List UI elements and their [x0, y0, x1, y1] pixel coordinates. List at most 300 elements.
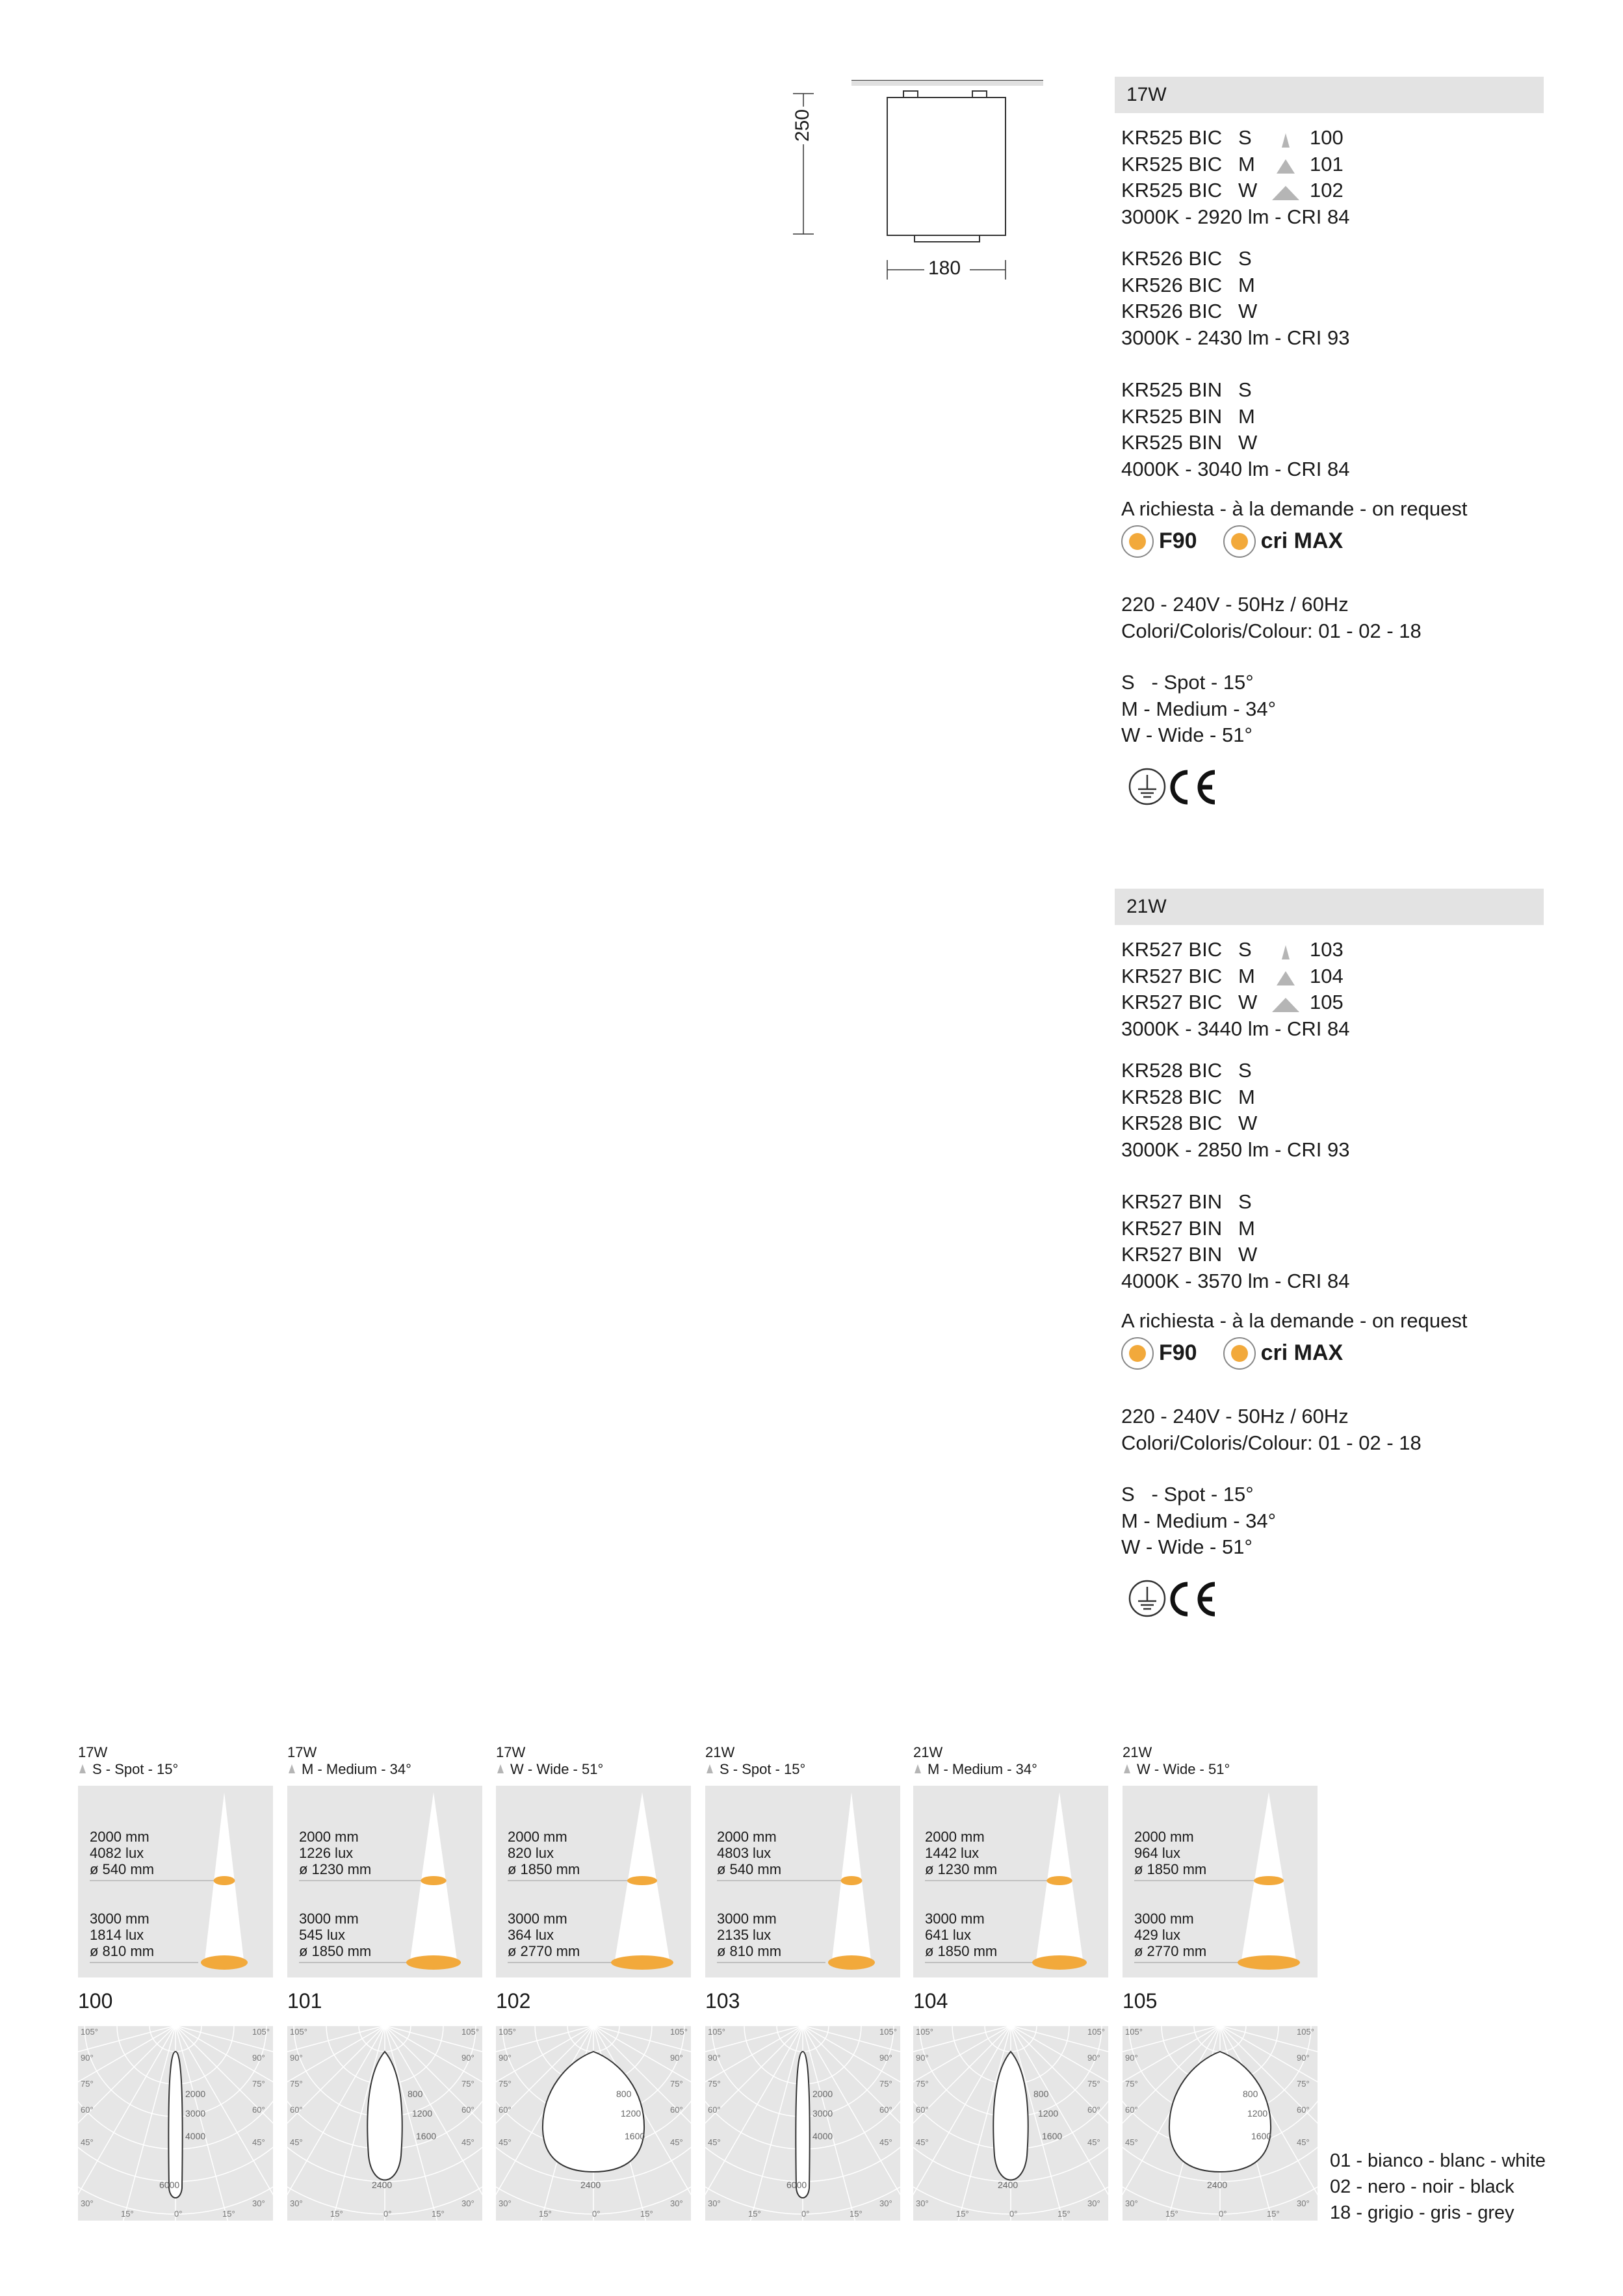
beam-option: S — [1238, 247, 1252, 270]
product-code: KR528 BIC — [1121, 1059, 1223, 1082]
polar-angle-label: 105° — [252, 2027, 270, 2037]
product-code: KR526 BIC — [1121, 247, 1223, 270]
electrical-section — [1121, 1403, 1422, 1456]
beam-triangle-icon — [1264, 129, 1310, 149]
lux-value: 964 lux — [1134, 1845, 1180, 1861]
beam-legend — [1121, 670, 1276, 749]
polar-angle-label: 0° — [801, 2209, 810, 2219]
beam-legend-item: M - Medium - 34° — [1121, 697, 1277, 720]
polar-angle-label: 90° — [879, 2053, 892, 2063]
polar-angle-label: 105° — [81, 2027, 98, 2037]
photometric-ref-number: 105 — [1123, 1989, 1158, 2013]
photometric-beam — [1123, 1761, 1230, 1778]
light-cone-diagram — [913, 1786, 1108, 1977]
beam-triangle-icon — [705, 1761, 720, 1778]
product-code: KR527 BIC — [1121, 964, 1223, 987]
diameter-value: ø 810 mm — [717, 1943, 782, 1959]
polar-curve-graphic — [1123, 2026, 1318, 2221]
polar-angle-label: 60° — [499, 2105, 512, 2115]
polar-angle-label: 15° — [748, 2209, 761, 2219]
beam-legend-item: S - Spot - 15° — [1121, 671, 1254, 694]
polar-diagram — [705, 2026, 900, 2221]
polar-angle-label: 90° — [499, 2053, 512, 2063]
polar-angle-label: 60° — [1125, 2105, 1138, 2115]
option-badge — [1223, 1337, 1344, 1370]
distance-2 — [508, 1911, 580, 1959]
colour-legend-item: 02 - nero - noir - black — [1330, 2176, 1514, 2197]
diameter-value: ø 2770 mm — [1134, 1943, 1207, 1959]
beam-legend — [1121, 1481, 1276, 1561]
product-code-row — [1121, 937, 1350, 963]
light-spec: 4000K - 3040 lm - CRI 84 — [1121, 457, 1350, 480]
polar-angle-label: 30° — [916, 2198, 929, 2208]
photometric-beam-label: M - Medium - 34° — [302, 1761, 411, 1777]
polar-angle-label: 0° — [1009, 2209, 1018, 2219]
photometric-caption — [705, 1744, 805, 1778]
polar-angle-label: 75° — [1297, 2079, 1310, 2089]
diameter-value: ø 810 mm — [90, 1943, 155, 1959]
polar-curve-graphic — [913, 2026, 1108, 2221]
product-code: KR525 BIN — [1121, 378, 1223, 401]
light-cone-diagram — [78, 1786, 273, 1977]
polar-ring-label: 6000 — [786, 2180, 807, 2190]
polar-angle-label: 75° — [290, 2079, 303, 2089]
photometric-power: 21W — [1123, 1744, 1152, 1760]
polar-angle-label: 15° — [121, 2209, 134, 2219]
electrical-section — [1121, 592, 1422, 644]
product-code: KR525 BIC — [1121, 126, 1223, 149]
photometric-ref-number: 104 — [913, 1989, 948, 2013]
polar-angle-label: 15° — [956, 2209, 969, 2219]
lux-value: 4082 lux — [90, 1845, 144, 1861]
distance-label: 3000 mm — [925, 1911, 985, 1927]
lux-value: 2135 lux — [717, 1927, 772, 1943]
beam-option: S — [1238, 1190, 1252, 1213]
product-code: KR527 BIN — [1121, 1190, 1223, 1213]
lux-value: 641 lux — [925, 1927, 971, 1943]
photometric-ref-number: 102 — [496, 1989, 531, 2013]
polar-angle-label: 15° — [1267, 2209, 1280, 2219]
product-code-row — [1121, 1084, 1350, 1111]
polar-angle-label: 30° — [1125, 2198, 1138, 2208]
polar-ring-label: 800 — [1243, 2089, 1258, 2099]
polar-angle-label: 75° — [461, 2079, 474, 2089]
option-badges — [1121, 525, 1467, 558]
polar-angle-label: 105° — [708, 2027, 725, 2037]
distance-2 — [717, 1911, 781, 1959]
photometric-power: 21W — [705, 1744, 735, 1760]
polar-angle-label: 45° — [461, 2137, 474, 2147]
polar-angle-label: 90° — [252, 2053, 265, 2063]
diameter-value: ø 540 mm — [90, 1861, 155, 1877]
voltage: 220 - 240V - 50Hz / 60Hz — [1121, 593, 1349, 616]
certification-icons — [1126, 766, 1224, 811]
polar-angle-label: 105° — [461, 2027, 479, 2037]
product-code: KR528 BIC — [1121, 1085, 1223, 1108]
polar-angle-label: 45° — [1297, 2137, 1310, 2147]
photometric-ref: 101 — [1310, 152, 1344, 176]
polar-angle-label: 60° — [1087, 2105, 1100, 2115]
diameter-value: ø 1230 mm — [925, 1861, 998, 1877]
polar-ring-label: 2000 — [185, 2089, 206, 2099]
distance-2 — [1134, 1911, 1206, 1959]
polar-angle-label: 105° — [916, 2027, 933, 2037]
polar-angle-label: 45° — [252, 2137, 265, 2147]
product-code: KR528 BIC — [1121, 1112, 1223, 1134]
beam-option: W — [1238, 300, 1258, 322]
distance-label: 2000 mm — [508, 1829, 567, 1845]
beam-triangle-icon — [1123, 1761, 1137, 1778]
polar-angle-label: 15° — [1058, 2209, 1071, 2219]
option-badge — [1223, 525, 1344, 558]
product-code-row — [1121, 125, 1350, 151]
on-request-section — [1121, 496, 1467, 558]
photometric-power: 17W — [287, 1744, 317, 1760]
polar-angle-label: 45° — [1087, 2137, 1100, 2147]
option-dot-icon — [1223, 1337, 1256, 1370]
polar-angle-label: 90° — [708, 2053, 721, 2063]
photometric-power: 21W — [913, 1744, 943, 1760]
beam-triangle-icon — [496, 1761, 510, 1778]
polar-angle-label: 15° — [640, 2209, 653, 2219]
polar-angle-label: 0° — [383, 2209, 392, 2219]
beam-option: M — [1238, 152, 1255, 176]
distance-label: 2000 mm — [717, 1829, 777, 1845]
distance-2 — [299, 1911, 371, 1959]
light-cone-diagram — [1123, 1786, 1318, 1977]
polar-angle-label: 90° — [1125, 2053, 1138, 2063]
product-code: KR525 BIN — [1121, 431, 1223, 454]
photometric-caption — [913, 1744, 1037, 1778]
colours-available: Colori/Coloris/Colour: 01 - 02 - 18 — [1121, 1431, 1422, 1454]
product-code-row — [1121, 963, 1350, 990]
polar-ring-label: 1600 — [416, 2131, 437, 2141]
polar-angle-label: 75° — [1087, 2079, 1100, 2089]
beam-option: W — [1238, 1112, 1258, 1134]
polar-ring-label: 1200 — [412, 2108, 433, 2119]
beam-option: M — [1238, 404, 1255, 428]
light-spec: 4000K - 3570 lm - CRI 84 — [1121, 1269, 1350, 1292]
beam-legend-item: M - Medium - 34° — [1121, 1509, 1277, 1532]
polar-angle-label: 105° — [499, 2027, 516, 2037]
product-code: KR527 BIC — [1121, 938, 1223, 961]
polar-angle-label: 105° — [1087, 2027, 1105, 2037]
polar-angle-label: 60° — [290, 2105, 303, 2115]
polar-angle-label: 15° — [850, 2209, 863, 2219]
distance-label: 3000 mm — [717, 1911, 777, 1927]
option-badge-label: F90 — [1159, 528, 1197, 554]
beam-option: S — [1238, 126, 1252, 149]
beam-option: M — [1238, 273, 1255, 296]
beam-triangle-icon — [1264, 182, 1310, 202]
photometric-beam — [496, 1761, 603, 1778]
polar-angle-label: 45° — [708, 2137, 721, 2147]
voltage: 220 - 240V - 50Hz / 60Hz — [1121, 1405, 1349, 1428]
polar-angle-label: 60° — [252, 2105, 265, 2115]
colour-legend-item: 01 - bianco - blanc - white — [1330, 2150, 1546, 2171]
polar-angle-label: 75° — [879, 2079, 892, 2089]
lux-value: 1226 lux — [299, 1845, 354, 1861]
polar-ring-label: 800 — [616, 2089, 632, 2099]
beam-triangle-icon — [1264, 967, 1310, 987]
photometric-beam — [78, 1761, 178, 1778]
polar-angle-label: 90° — [461, 2053, 474, 2063]
photometric-ref: 100 — [1310, 126, 1344, 149]
polar-curve-graphic — [705, 2026, 900, 2221]
polar-angle-label: 105° — [290, 2027, 307, 2037]
product-code-row — [1121, 246, 1350, 272]
diameter-value: ø 2770 mm — [508, 1943, 580, 1959]
polar-ring-label: 4000 — [812, 2131, 833, 2141]
product-code: KR527 BIN — [1121, 1243, 1223, 1266]
photometric-caption — [78, 1744, 178, 1778]
polar-angle-label: 105° — [1125, 2027, 1143, 2037]
option-dot-icon — [1121, 1337, 1154, 1370]
photometric-beam-label: S - Spot - 15° — [720, 1761, 806, 1777]
photometric-ref: 105 — [1310, 991, 1344, 1013]
beam-triangle-icon — [1264, 155, 1310, 175]
distance-1 — [299, 1829, 371, 1877]
beam-option: W — [1238, 431, 1258, 454]
polar-ring-label: 1200 — [1038, 2108, 1059, 2119]
product-code-row — [1121, 1216, 1350, 1242]
distance-label: 3000 mm — [90, 1911, 149, 1927]
product-code: KR525 BIN — [1121, 404, 1223, 428]
polar-angle-label: 30° — [670, 2198, 683, 2208]
polar-angle-label: 105° — [670, 2027, 688, 2037]
distance-1 — [90, 1829, 154, 1877]
diameter-value: ø 1230 mm — [299, 1861, 372, 1877]
beam-triangle-icon — [1264, 994, 1310, 1013]
polar-diagram — [913, 2026, 1108, 2221]
beam-option: S — [1238, 1059, 1252, 1082]
polar-angle-label: 30° — [1297, 2198, 1310, 2208]
polar-angle-label: 30° — [461, 2198, 474, 2208]
beam-option: S — [1238, 378, 1252, 401]
polar-angle-label: 75° — [916, 2079, 929, 2089]
beam-legend-item: W - Wide - 51° — [1121, 724, 1253, 746]
product-dimension-drawing — [780, 72, 1053, 299]
polar-angle-label: 60° — [879, 2105, 892, 2115]
polar-angle-label: 45° — [81, 2137, 94, 2147]
polar-ring-label: 1600 — [1042, 2131, 1063, 2141]
polar-angle-label: 60° — [916, 2105, 929, 2115]
polar-ring-label: 1600 — [1251, 2131, 1272, 2141]
height-dimension: 250 — [792, 107, 814, 144]
polar-ring-label: 1200 — [621, 2108, 642, 2119]
lux-value: 1814 lux — [90, 1927, 144, 1943]
polar-angle-label: 90° — [670, 2053, 683, 2063]
polar-diagram — [1123, 2026, 1318, 2221]
beam-triangle-icon — [1264, 941, 1310, 961]
photometric-ref-number: 101 — [287, 1989, 322, 2013]
polar-ring-label: 6000 — [159, 2180, 180, 2190]
polar-angle-label: 90° — [1087, 2053, 1100, 2063]
beam-option: S — [1238, 938, 1252, 961]
colours-available: Colori/Coloris/Colour: 01 - 02 - 18 — [1121, 619, 1422, 642]
option-badge — [1121, 1337, 1197, 1370]
polar-ring-label: 2400 — [372, 2180, 393, 2190]
beam-option: W — [1238, 179, 1258, 202]
light-cone-diagram — [705, 1786, 900, 1977]
polar-angle-label: 60° — [708, 2105, 721, 2115]
distance-1 — [508, 1829, 580, 1877]
beam-option: M — [1238, 964, 1255, 987]
photometric-caption — [1123, 1744, 1230, 1778]
spec-list — [1121, 937, 1350, 1294]
light-spec: 3000K - 2920 lm - CRI 84 — [1121, 205, 1350, 228]
product-code: KR527 BIC — [1121, 991, 1223, 1013]
polar-angle-label: 30° — [1087, 2198, 1100, 2208]
product-code-row — [1121, 404, 1350, 430]
photometric-beam — [705, 1761, 805, 1778]
polar-angle-label: 75° — [1125, 2079, 1138, 2089]
polar-ring-label: 800 — [1033, 2089, 1049, 2099]
light-spec: 3000K - 2430 lm - CRI 93 — [1121, 326, 1350, 349]
polar-angle-label: 45° — [499, 2137, 512, 2147]
beam-triangle-icon — [287, 1761, 302, 1778]
beam-option: W — [1238, 1243, 1258, 1266]
option-badge-label: cri MAX — [1260, 528, 1344, 554]
diameter-value: ø 1850 mm — [508, 1861, 580, 1877]
polar-ring-label: 3000 — [812, 2108, 833, 2119]
certification-icons — [1126, 1578, 1224, 1623]
beam-legend-item: S - Spot - 15° — [1121, 1483, 1254, 1506]
distance-2 — [925, 1911, 997, 1959]
option-badge-label: cri MAX — [1260, 1340, 1344, 1366]
beam-option: M — [1238, 1216, 1255, 1240]
lux-value: 429 lux — [1134, 1927, 1180, 1943]
photometric-power: 17W — [78, 1744, 108, 1760]
on-request-label: A richiesta - à la demande - on request — [1121, 497, 1468, 520]
polar-angle-label: 60° — [81, 2105, 94, 2115]
diameter-value: ø 540 mm — [717, 1861, 782, 1877]
polar-ring-label: 1200 — [1247, 2108, 1268, 2119]
polar-angle-label: 15° — [432, 2209, 445, 2219]
polar-curve-graphic — [78, 2026, 273, 2221]
photometric-beam — [913, 1761, 1037, 1778]
polar-angle-label: 45° — [916, 2137, 929, 2147]
product-code: KR526 BIC — [1121, 273, 1223, 296]
polar-ring-label: 2400 — [1207, 2180, 1228, 2190]
option-dot-icon — [1121, 525, 1154, 558]
polar-angle-label: 75° — [708, 2079, 721, 2089]
polar-curve-graphic — [287, 2026, 482, 2221]
polar-diagram — [287, 2026, 482, 2221]
polar-diagram — [78, 2026, 273, 2221]
colour-legend-item: 18 - grigio - gris - grey — [1330, 2202, 1514, 2223]
power-header: 21W — [1115, 889, 1544, 925]
distance-1 — [925, 1829, 997, 1877]
product-code-row — [1121, 298, 1350, 325]
polar-angle-label: 30° — [290, 2198, 303, 2208]
polar-angle-label: 0° — [174, 2209, 183, 2219]
polar-ring-label: 800 — [408, 2089, 423, 2099]
product-code-row — [1121, 989, 1350, 1016]
diameter-value: ø 1850 mm — [925, 1943, 998, 1959]
polar-angle-label: 75° — [670, 2079, 683, 2089]
photometric-caption — [287, 1744, 411, 1778]
distance-1 — [717, 1829, 781, 1877]
product-code-row — [1121, 177, 1350, 204]
photometric-ref: 103 — [1310, 938, 1344, 961]
polar-angle-label: 60° — [670, 2105, 683, 2115]
photometric-beam-label: W - Wide - 51° — [1137, 1761, 1230, 1777]
option-dot-icon — [1223, 525, 1256, 558]
polar-ring-label: 3000 — [185, 2108, 206, 2119]
distance-label: 3000 mm — [1134, 1911, 1194, 1927]
polar-curve-graphic — [496, 2026, 691, 2221]
distance-label: 3000 mm — [299, 1911, 359, 1927]
polar-angle-label: 30° — [708, 2198, 721, 2208]
polar-angle-label: 105° — [879, 2027, 897, 2037]
polar-angle-label: 75° — [81, 2079, 94, 2089]
photometric-ref-number: 103 — [705, 1989, 740, 2013]
product-code: KR525 BIC — [1121, 179, 1223, 202]
polar-ring-label: 4000 — [185, 2131, 206, 2141]
photometric-ref-number: 100 — [78, 1989, 113, 2013]
product-code-row — [1121, 272, 1350, 299]
polar-angle-label: 90° — [81, 2053, 94, 2063]
polar-angle-label: 90° — [1297, 2053, 1310, 2063]
lux-value: 1442 lux — [925, 1845, 980, 1861]
polar-angle-label: 105° — [1297, 2027, 1314, 2037]
polar-angle-label: 30° — [81, 2198, 94, 2208]
product-code-row — [1121, 377, 1350, 404]
polar-angle-label: 60° — [1297, 2105, 1310, 2115]
polar-angle-label: 90° — [916, 2053, 929, 2063]
product-code-row — [1121, 151, 1350, 178]
beam-triangle-icon — [913, 1761, 928, 1778]
polar-angle-label: 45° — [1125, 2137, 1138, 2147]
power-header: 17W — [1115, 77, 1544, 113]
product-code-row — [1121, 1242, 1350, 1268]
polar-angle-label: 75° — [252, 2079, 265, 2089]
photometric-power: 17W — [496, 1744, 526, 1760]
lux-value: 545 lux — [299, 1927, 345, 1943]
lux-value: 364 lux — [508, 1927, 554, 1943]
photometric-beam-label: M - Medium - 34° — [928, 1761, 1037, 1777]
polar-ring-label: 2400 — [580, 2180, 601, 2190]
beam-option: M — [1238, 1085, 1255, 1108]
lux-value: 4803 lux — [717, 1845, 772, 1861]
photometric-ref: 104 — [1310, 964, 1344, 987]
distance-1 — [1134, 1829, 1206, 1877]
distance-label: 2000 mm — [1134, 1829, 1194, 1845]
polar-angle-label: 45° — [670, 2137, 683, 2147]
distance-label: 2000 mm — [925, 1829, 985, 1845]
product-code-row — [1121, 430, 1350, 456]
product-code: KR525 BIC — [1121, 152, 1223, 176]
polar-ring-label: 2000 — [812, 2089, 833, 2099]
light-cone-diagram — [496, 1786, 691, 1977]
polar-angle-label: 0° — [592, 2209, 601, 2219]
beam-triangle-icon — [78, 1761, 92, 1778]
polar-angle-label: 30° — [252, 2198, 265, 2208]
polar-angle-label: 30° — [499, 2198, 512, 2208]
diameter-value: ø 1850 mm — [1134, 1861, 1207, 1877]
polar-angle-label: 0° — [1219, 2209, 1227, 2219]
distance-label: 3000 mm — [508, 1911, 567, 1927]
spec-list — [1121, 125, 1350, 482]
product-code-row — [1121, 1110, 1350, 1137]
polar-angle-label: 15° — [1165, 2209, 1178, 2219]
on-request-section — [1121, 1308, 1467, 1370]
distance-label: 2000 mm — [90, 1829, 149, 1845]
photometric-ref: 102 — [1310, 179, 1344, 202]
lux-value: 820 lux — [508, 1845, 554, 1861]
product-code-row — [1121, 1189, 1350, 1216]
